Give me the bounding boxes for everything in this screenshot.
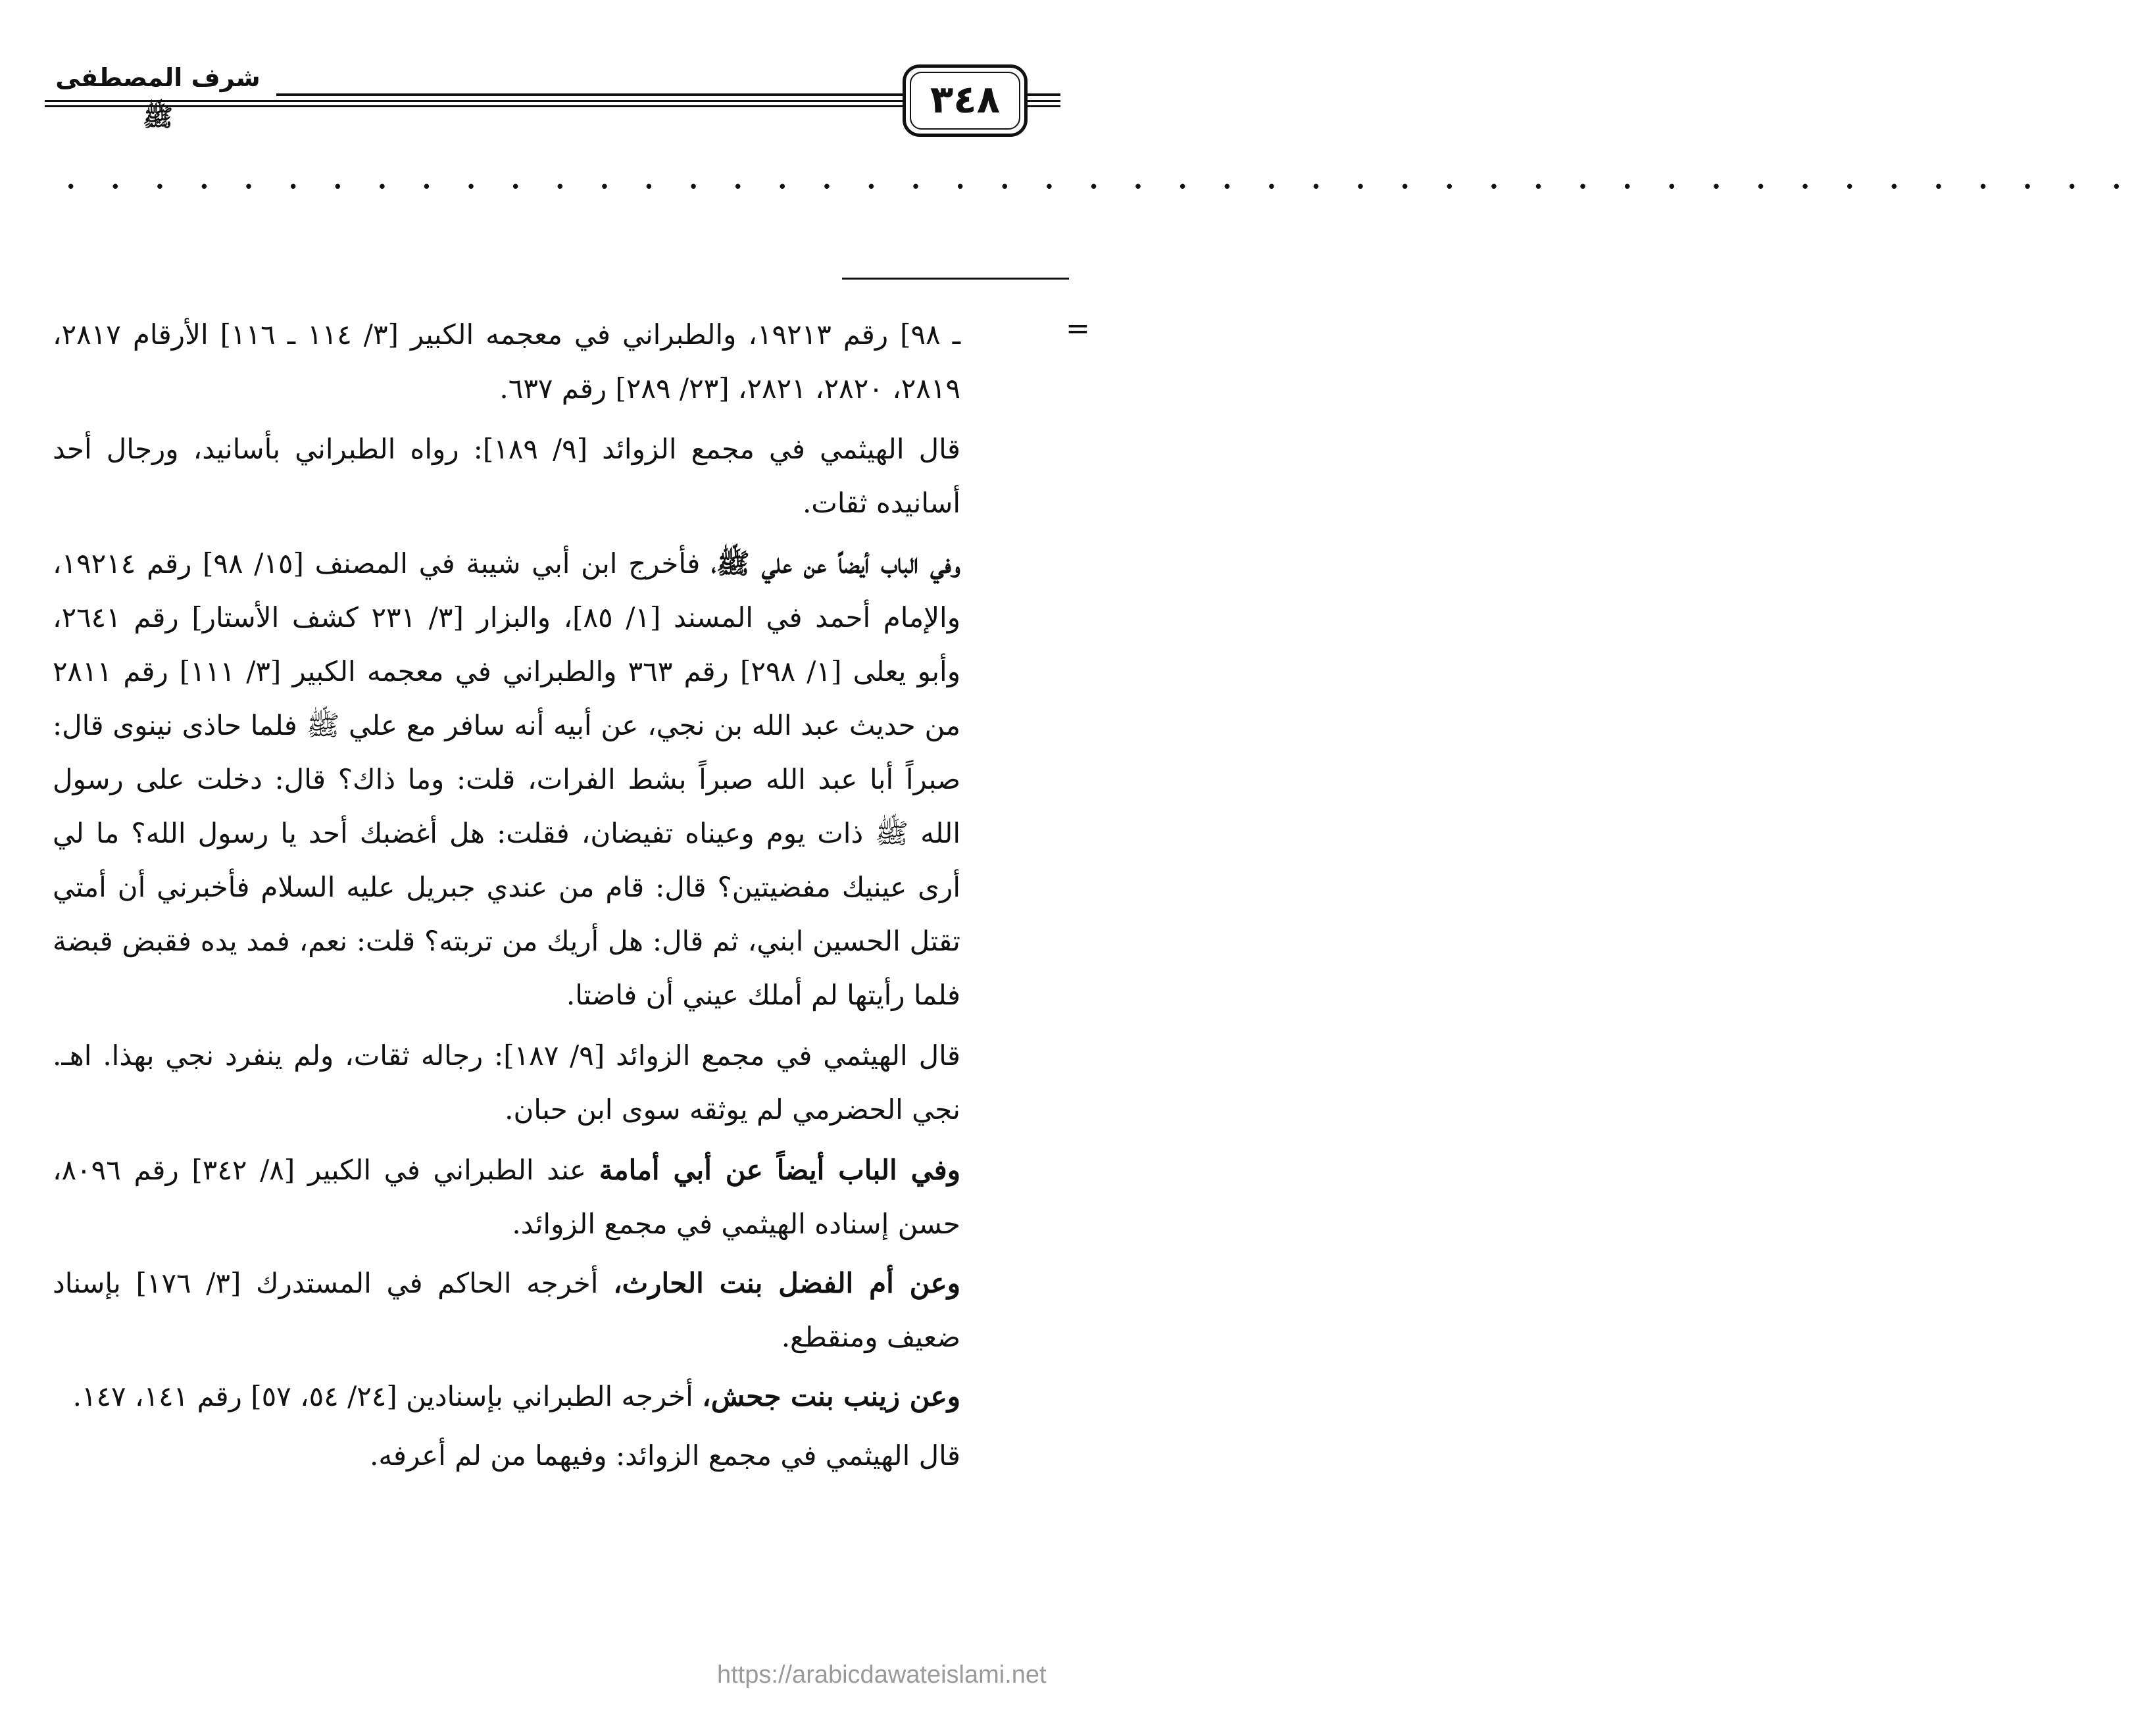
paragraph	[53, 1029, 960, 1137]
dotted-separator: • • • • • • • • • • • • • • • • • • • • • • • • • • • • • • • • • • • • • • • • • • • • • • •	[66, 178, 2136, 197]
paragraph	[53, 537, 960, 1022]
paragraph	[53, 1429, 960, 1483]
paragraph-lead: وفي الباب أيضاً عن علي ﷺ،	[710, 547, 960, 580]
footnote-rule	[842, 278, 1069, 280]
paragraph-text: ـ ٩٨] رقم ١٩٢١٣، والطبراني في معجمه الكبير [٣/ ١١٤ ـ ١١٦] الأرقام ٢٨١٧، ٢٨١٩، ٢٨٢٠، ٢٨٢١، [٢٣/ ٢٨٩] رقم ٦٣٧.	[53, 318, 961, 405]
book-title: شرف المصطفى ﷺ	[39, 58, 276, 97]
paragraph	[53, 1370, 960, 1424]
footnote-text	[53, 308, 960, 1488]
page-header	[0, 39, 1166, 138]
paragraph-lead: وعن أم الفضل بنت الحارث،	[613, 1267, 960, 1299]
paragraph-text: أخرجه الطبراني بإسنادين [٢٤/ ٥٤، ٥٧] رقم ١٤١، ١٤٧.	[72, 1380, 703, 1412]
paragraph-text: قال الهيثمي في مجمع الزوائد [٩/ ١٨٩]: رواه الطبراني بأسانيد، ورجال أحد أسانيده ثقات.	[53, 433, 960, 519]
watermark-url: https://arabicdawateislami.net	[717, 1661, 1047, 1689]
paragraph	[53, 308, 960, 416]
paragraph-text: أخرجه الحاكم في المستدرك [٣/ ١٧٦] بإسناد ضعيف ومنقطع.	[53, 1267, 960, 1353]
paragraph-text: فأخرج ابن أبي شيبة في المصنف [١٥/ ٩٨] رقم ١٩٢١٤، والإمام أحمد في المسند [١/ ٨٥]، والبزار [٣/ ٢٣١ كشف الأستار] رقم ٢٦٤١، وأبو يعلى [١/ ٢٩٨] رقم ٣٦٣ والطبراني في معجمه الكبير [٣/ ١١١] رقم ٢٨١١ من حديث عبد الله بن نجي، عن أبيه أنه سافر مع علي ﷺ فلما حاذى نينوى قال: صبراً أبا عبد الله صبراً بشط الفرات، قلت: وما ذاك؟ قال: دخلت على رسول الله ﷺ ذات يوم وعيناه تفيضان، فقلت: هل أغضبك أحد يا رسول الله؟ ما لي أرى عينيك مفضيتين؟ قال: قام من عندي جبريل عليه السلام فأخبرني أن أمتي تقتل الحسين ابني، ثم قال: هل أريك من تربته؟ قلت: نعم، فمد يده فقبض قبضة فلما رأيتها لم أملك عيني أن فاضتا.	[53, 547, 960, 1011]
paragraph-text: عند الطبراني في الكبير [٨/ ٣٤٢] رقم ٨٠٩٦، حسن إسناده الهيثمي في مجمع الزوائد.	[53, 1154, 960, 1240]
paragraph-lead: وعن زينب بنت جحش،	[702, 1380, 960, 1412]
paragraph	[53, 1143, 960, 1251]
paragraph-lead: وفي الباب أيضاً عن أبي أمامة	[599, 1154, 960, 1186]
footnote-continuation-mark: =	[1066, 312, 1090, 345]
page-number-frame	[903, 64, 1028, 137]
paragraph-text: قال الهيثمي في مجمع الزوائد: وفيهما من لم أعرفه.	[370, 1439, 960, 1472]
page-number: ٣٤٨	[910, 72, 1020, 130]
paragraph-text: قال الهيثمي في مجمع الزوائد [٩/ ١٨٧]: رجاله ثقات، ولم ينفرد نجي بهذا. اهـ. نجي الحضرمي لم يوثقه سوى ابن حبان.	[53, 1039, 960, 1126]
paragraph	[53, 1256, 960, 1364]
paragraph	[53, 422, 960, 530]
